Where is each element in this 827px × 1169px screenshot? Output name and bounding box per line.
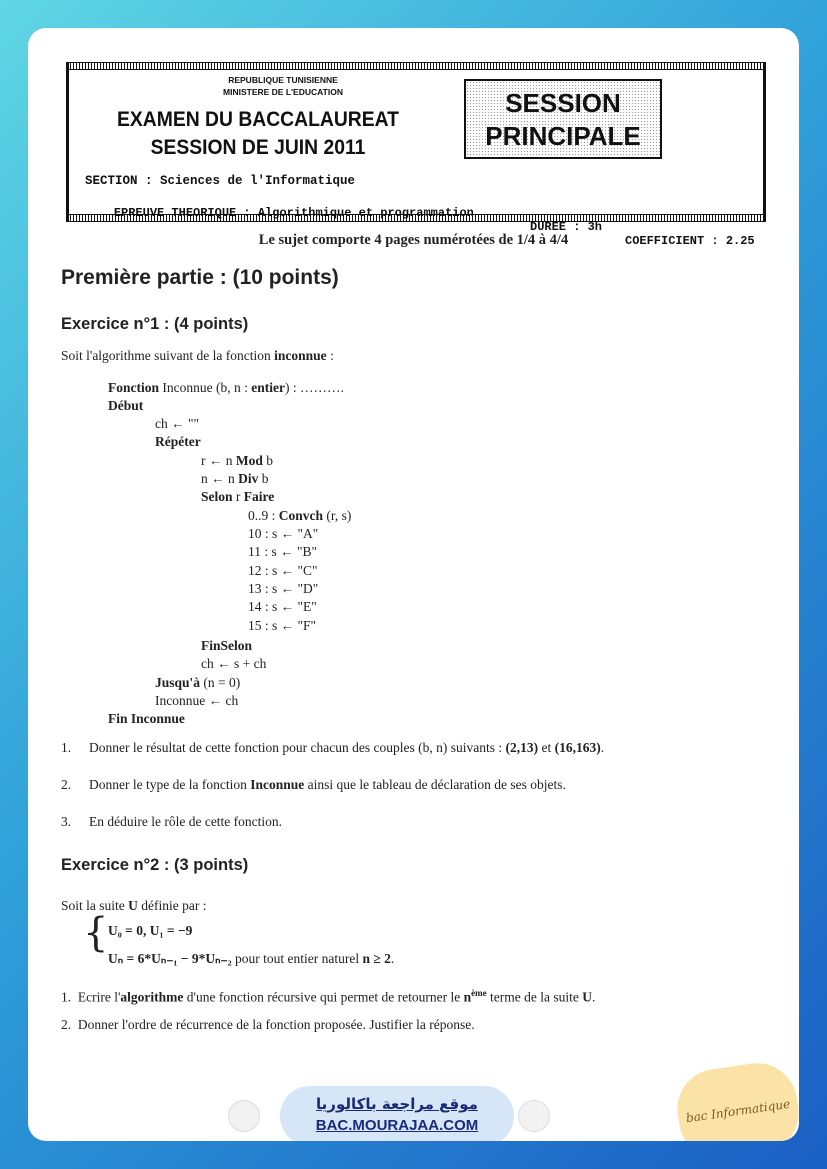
q1-mid: et bbox=[538, 740, 555, 755]
kw-entier: entier bbox=[251, 380, 285, 395]
footer-site-link[interactable]: BAC.MOURAJAA.COM bbox=[315, 1117, 479, 1134]
code-line-case15: 15 : s ← "F" bbox=[248, 618, 317, 633]
q2-pre: Donner le type de la fonction bbox=[89, 777, 251, 792]
q1-end: . bbox=[600, 740, 605, 755]
footer-arabic[interactable]: موقع مراجعة باكالوريا bbox=[316, 1095, 478, 1113]
code-line-case11: 11 : s ← "B" bbox=[248, 544, 318, 559]
code-line-init: ch ← "" bbox=[155, 416, 200, 431]
code-line-concat: ch ← s + ch bbox=[201, 656, 267, 671]
code-line-div bbox=[201, 471, 269, 487]
kw-fonction: Fonction bbox=[108, 380, 160, 395]
republic-text: REPUBLIQUE TUNISIENNE bbox=[228, 75, 338, 85]
site-logo-right-icon bbox=[518, 1100, 550, 1132]
exercise2-question1 bbox=[61, 988, 595, 1006]
exercise2-title: Exercice n°2 : (3 points) bbox=[61, 856, 249, 874]
kw-jusqua: Jusqu'à bbox=[155, 675, 201, 690]
exercise1-question1 bbox=[61, 740, 605, 756]
def2-end: . bbox=[390, 951, 395, 966]
mod-post: b bbox=[262, 453, 273, 468]
exam-title-line2: SESSION DE JUIN 2011 bbox=[150, 136, 366, 159]
kw-finselon: FinSelon bbox=[201, 638, 253, 653]
fn-return: ) : ………. bbox=[284, 380, 344, 395]
header-top-stripe bbox=[66, 62, 766, 70]
epreuve-text: EPREUVE THEORIQUE : Algorithmique et programmation bbox=[113, 206, 474, 220]
q-number: 3. bbox=[61, 814, 72, 829]
epreuve-line bbox=[85, 192, 755, 262]
footer-site-badge[interactable] bbox=[280, 1086, 514, 1141]
session-line1: SESSION bbox=[505, 88, 621, 118]
intro-suffix: : bbox=[326, 348, 334, 363]
code-line-case10: 10 : s ← "A" bbox=[248, 526, 319, 541]
part-title: Première partie : (10 points) bbox=[61, 266, 339, 289]
mod-pre: r ← n bbox=[201, 453, 236, 468]
ex2-q1-n: n bbox=[463, 989, 472, 1005]
q3-text: En déduire le rôle de cette fonction. bbox=[89, 814, 283, 829]
exam-title bbox=[111, 106, 405, 162]
ex2-intro-post: définie par : bbox=[137, 898, 207, 913]
code-line-function bbox=[108, 380, 344, 396]
q1-text: Donner le résultat de cette fonction pour chacun des couples (b, n) suivants : bbox=[89, 740, 506, 755]
exercise1-intro bbox=[61, 348, 334, 364]
def2-cond-pre: pour tout entier naturel bbox=[231, 951, 363, 966]
code-line-result: Inconnue ← ch bbox=[155, 693, 239, 708]
q-number: 1. bbox=[61, 989, 72, 1005]
q-number: 2. bbox=[61, 777, 72, 792]
kw-div: Div bbox=[238, 471, 259, 486]
coefficient-text: COEFFICIENT : 2.25 bbox=[625, 234, 755, 248]
exercise1-question3 bbox=[61, 814, 283, 830]
kw-mod: Mod bbox=[235, 453, 263, 468]
kw-repeter: Répéter bbox=[155, 434, 201, 449]
session-box bbox=[464, 79, 662, 159]
ex2-q1-bold: algorithme bbox=[120, 989, 184, 1005]
code-line-case13: 13 : s ← "D" bbox=[248, 581, 319, 596]
code-line-case12: 12 : s ← "C" bbox=[248, 563, 318, 578]
exercise2-question2 bbox=[61, 1017, 475, 1033]
session-line2: PRINCIPALE bbox=[485, 121, 641, 151]
intro-prefix: Soit l'algorithme suivant de la fonction bbox=[61, 348, 275, 363]
def2-formula: Uₙ = 6*Uₙ₋₁ − 9*Uₙ₋₂ bbox=[108, 951, 232, 966]
sequence-def2 bbox=[108, 951, 394, 967]
bac-informatique-logo: bac Informatique bbox=[672, 1058, 799, 1141]
ex2-q1-u: U bbox=[582, 989, 592, 1005]
section-line: SECTION : Sciences de l'Informatique bbox=[85, 174, 356, 188]
ex2-q2-text: Donner l'ordre de récurrence de la fonction proposée. Justifier la réponse. bbox=[77, 1017, 475, 1032]
duree-text: DUREE : 3h bbox=[530, 220, 603, 234]
code-line-debut bbox=[108, 398, 143, 414]
q-number: 1. bbox=[61, 740, 72, 755]
code-line-finselon bbox=[201, 638, 252, 654]
code-line-selon bbox=[201, 489, 274, 505]
q-number: 2. bbox=[61, 1017, 72, 1032]
case0-post: (r, s) bbox=[323, 508, 352, 523]
div-pre: n ← n bbox=[201, 471, 239, 486]
code-line-fin bbox=[108, 711, 185, 727]
q2-bold: Inconnue bbox=[250, 777, 305, 792]
header-left-border bbox=[66, 62, 69, 222]
kw-faire: Faire bbox=[243, 489, 275, 504]
selon-var: r bbox=[232, 489, 244, 504]
ex2-intro-pre: Soit la suite bbox=[61, 898, 129, 913]
q1-pair1: (2,13) bbox=[505, 740, 539, 755]
ex2-intro-bold: U bbox=[128, 898, 138, 913]
exam-page bbox=[28, 28, 799, 1141]
div-post: b bbox=[258, 471, 269, 486]
q2-post: ainsi que le tableau de déclaration de ses objets. bbox=[304, 777, 566, 792]
kw-debut: Début bbox=[108, 398, 144, 413]
exercise1-title: Exercice n°1 : (4 points) bbox=[61, 315, 249, 333]
ex2-q1-end: . bbox=[591, 989, 596, 1005]
jusqua-cond: (n = 0) bbox=[200, 675, 241, 690]
case0-pre: 0..9 : bbox=[248, 508, 279, 523]
exam-title-line1: EXAMEN DU BACCALAUREAT bbox=[117, 108, 399, 131]
pages-note: Le sujet comporte 4 pages numérotées de 1/4 à 4/4 bbox=[258, 232, 569, 248]
code-line-repeter bbox=[155, 434, 201, 450]
fn-signature: Inconnue (b, n : bbox=[159, 380, 252, 395]
q1-pair2: (16,163) bbox=[554, 740, 601, 755]
code-line-jusqua bbox=[155, 675, 240, 691]
def2-cond-bold: n ≥ 2 bbox=[362, 951, 391, 966]
header-right-border bbox=[763, 62, 766, 222]
kw-convch: Convch bbox=[278, 508, 324, 523]
code-line-case14: 14 : s ← "E" bbox=[248, 599, 317, 614]
ex2-q1-mid: d'une fonction récursive qui permet de retourner le bbox=[183, 989, 464, 1005]
q1-body bbox=[89, 740, 604, 756]
ministry-text: MINISTERE DE L'EDUCATION bbox=[223, 87, 343, 97]
header-republic bbox=[133, 74, 433, 98]
def1-text: U₀ = 0, U₁ = −9 bbox=[108, 923, 193, 938]
ex2-q1-pre: Ecrire l' bbox=[77, 989, 121, 1005]
sequence-def1 bbox=[108, 923, 192, 939]
ex2-q1-sup: ème bbox=[471, 988, 487, 998]
kw-selon: Selon bbox=[201, 489, 233, 504]
q2-body bbox=[89, 777, 566, 793]
brace-icon: { bbox=[83, 910, 109, 956]
intro-bold: inconnue bbox=[274, 348, 327, 363]
site-logo-left-icon bbox=[228, 1100, 260, 1132]
ex2-q1-post: terme de la suite bbox=[486, 989, 583, 1005]
code-line-case0 bbox=[248, 508, 351, 524]
kw-fin: Fin Inconnue bbox=[108, 711, 185, 726]
exercise1-question2 bbox=[61, 777, 566, 793]
code-line-mod bbox=[201, 453, 273, 469]
